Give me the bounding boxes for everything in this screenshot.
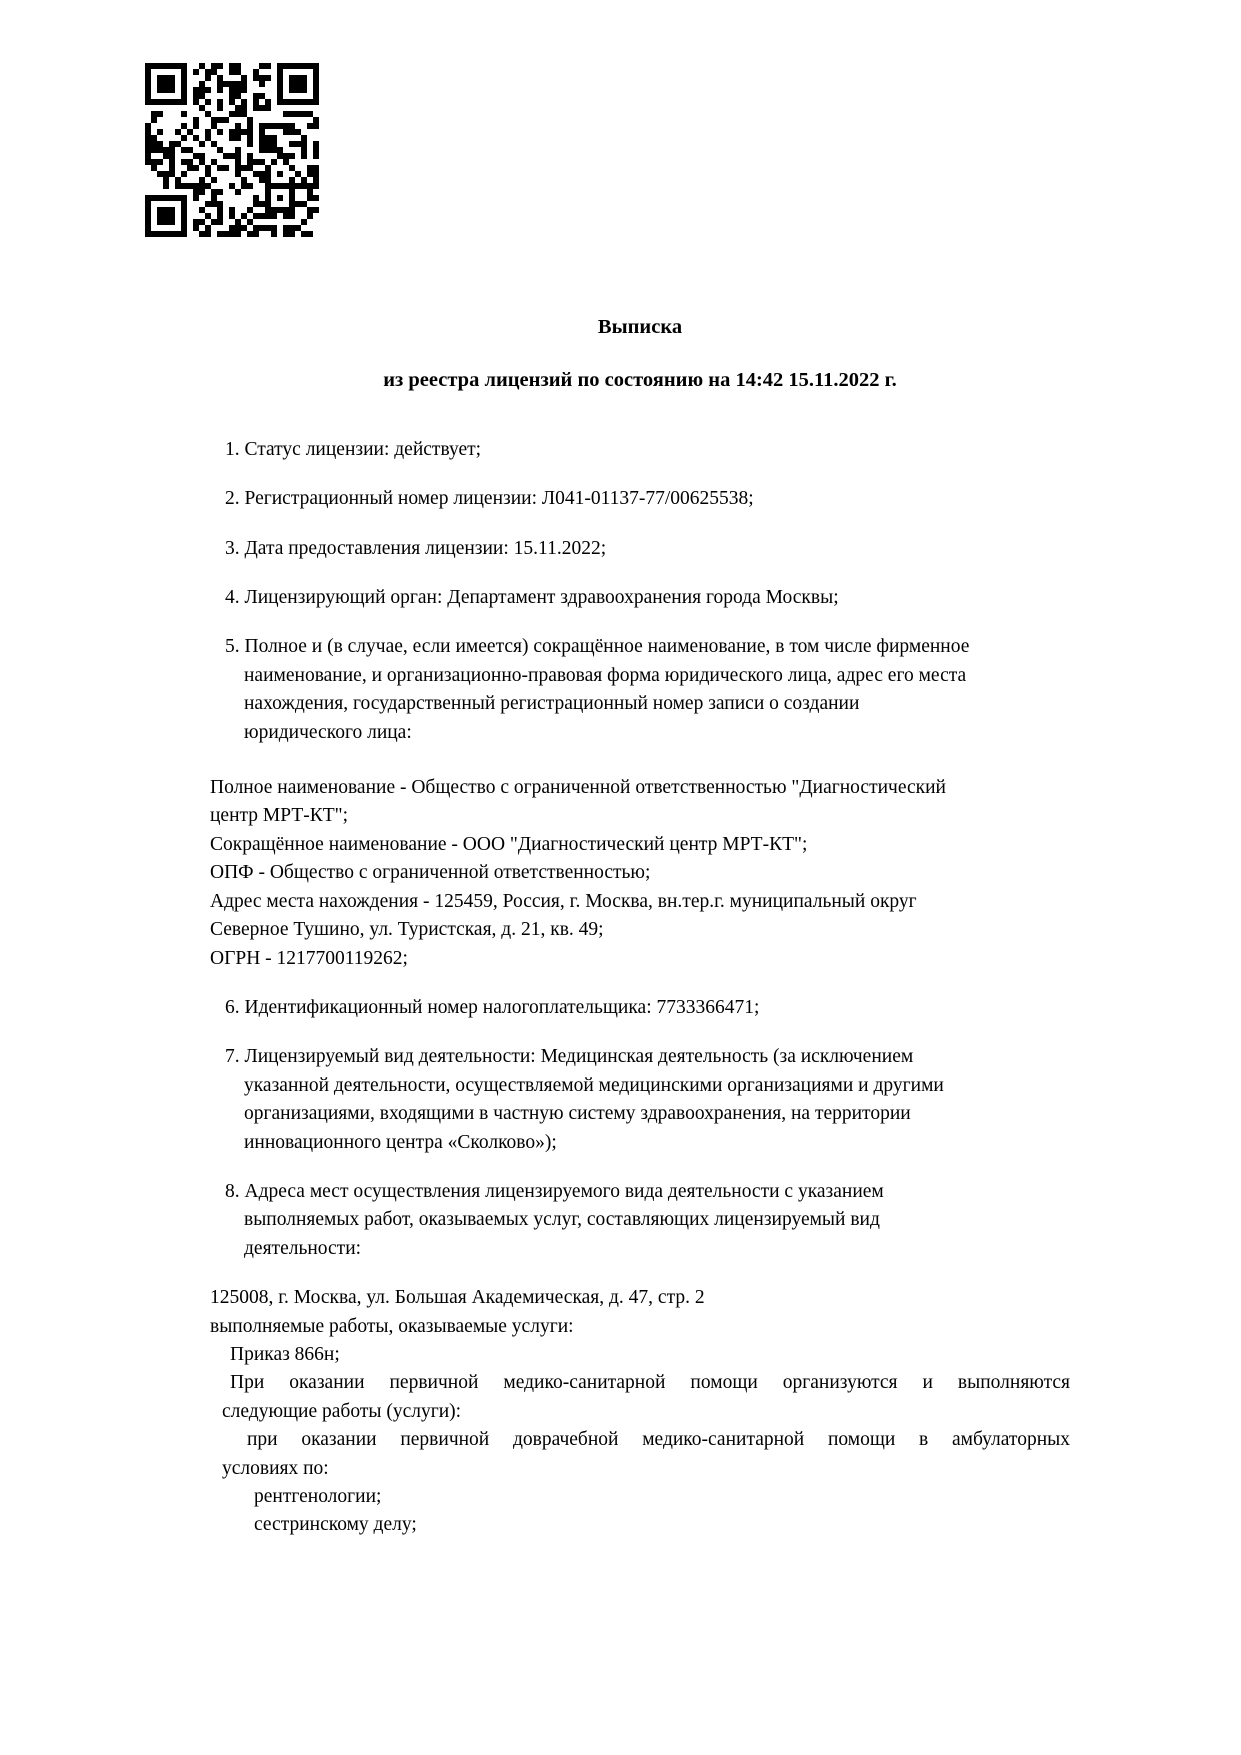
document-title: Выписка [597, 316, 683, 338]
item-2-registration-number [210, 485, 1070, 513]
document-line: ОПФ - Общество с ограниченной ответственностью; [210, 862, 651, 884]
document-line: сестринскому делу; [254, 1514, 417, 1536]
document-line: Адрес места нахождения - 125459, Россия, г. Москва, вн.тер.г. муниципальный округ [210, 890, 917, 912]
document-line: инновационного центра «Сколково»); [244, 1131, 557, 1153]
document-line: юридического лица: [244, 721, 412, 743]
document-line: 2. Регистрационный номер лицензии: Л041-01137-77/00625538; [225, 488, 754, 510]
document-body-wrapper [210, 313, 1070, 1540]
document-line: при оказании первичной доврачебной медико-санитарной помощи в амбулаторных [247, 1429, 1070, 1451]
document-line: 1. Статус лицензии: действует; [225, 438, 482, 460]
document-line: 3. Дата предоставления лицензии: 15.11.2022; [225, 537, 607, 559]
document-line: При оказании первичной медико-санитарной помощи организуются и выполняются [230, 1372, 1070, 1394]
item-5-legal-entity-heading [210, 633, 1070, 747]
item-8-activity-addresses-heading [210, 1178, 1070, 1263]
document-line: наименование, и организационно-правовая форма юридического лица, адрес его места [244, 664, 967, 686]
document-line: 6. Идентификационный номер налогоплательщика: 7733366471; [225, 996, 760, 1018]
qr-code-icon [145, 63, 319, 237]
document-line: 8. Адреса мест осуществления лицензируемого вида деятельности с указанием [225, 1180, 884, 1202]
address-and-services [210, 1284, 1070, 1540]
item-1-status [210, 436, 1070, 464]
document-body [210, 436, 1070, 1540]
document-line: центр МРТ-КТ"; [210, 805, 349, 827]
document-line: выполняемых работ, оказываемых услуг, составляющих лицензируемый вид [244, 1209, 880, 1231]
document-line: Полное наименование - Общество с ограниченной ответственностью "Диагностический [210, 777, 946, 799]
document-line: 4. Лицензирующий орган: Департамент здравоохранения города Москвы; [225, 587, 839, 609]
document-line: ОГРН - 1217700119262; [210, 947, 408, 969]
document-line: организациями, входящими в частную систему здравоохранения, на территории [244, 1103, 911, 1125]
document-line: 5. Полное и (в случае, если имеется) сокращённое наименование, в том числе фирменное [225, 636, 970, 658]
document-subtitle: из реестра лицензий по состоянию на 14:42 15.11.2022 г. [383, 369, 897, 392]
document-line: следующие работы (услуги): [222, 1400, 462, 1422]
document-line: условиях по: [222, 1457, 329, 1479]
document-line: 125008, г. Москва, ул. Большая Академическая, д. 47, стр. 2 [210, 1287, 705, 1309]
document-line: 7. Лицензируемый вид деятельности: Медицинская деятельность (за исключением [225, 1046, 914, 1068]
document-line: рентгенологии; [254, 1486, 382, 1507]
organization-details [210, 774, 1070, 973]
document-line: Сокращённое наименование - ООО "Диагностический центр МРТ-КТ"; [210, 833, 808, 855]
item-4-licensing-authority [210, 584, 1070, 612]
document-line: выполняемые работы, оказываемые услуги: [210, 1315, 574, 1337]
item-7-licensed-activity [210, 1043, 1070, 1157]
document-line: Северное Тушино, ул. Туристская, д. 21, кв. 49; [210, 919, 604, 941]
item-3-grant-date [210, 535, 1070, 563]
document-line: нахождения, государственный регистрационный номер записи о создании [244, 693, 860, 715]
document-line: деятельности: [244, 1237, 362, 1259]
item-6-taxpayer-number [210, 994, 1070, 1022]
document-line: Приказ 866н; [230, 1343, 340, 1365]
document-line: указанной деятельности, осуществляемой медицинскими организациями и другими [244, 1074, 944, 1096]
